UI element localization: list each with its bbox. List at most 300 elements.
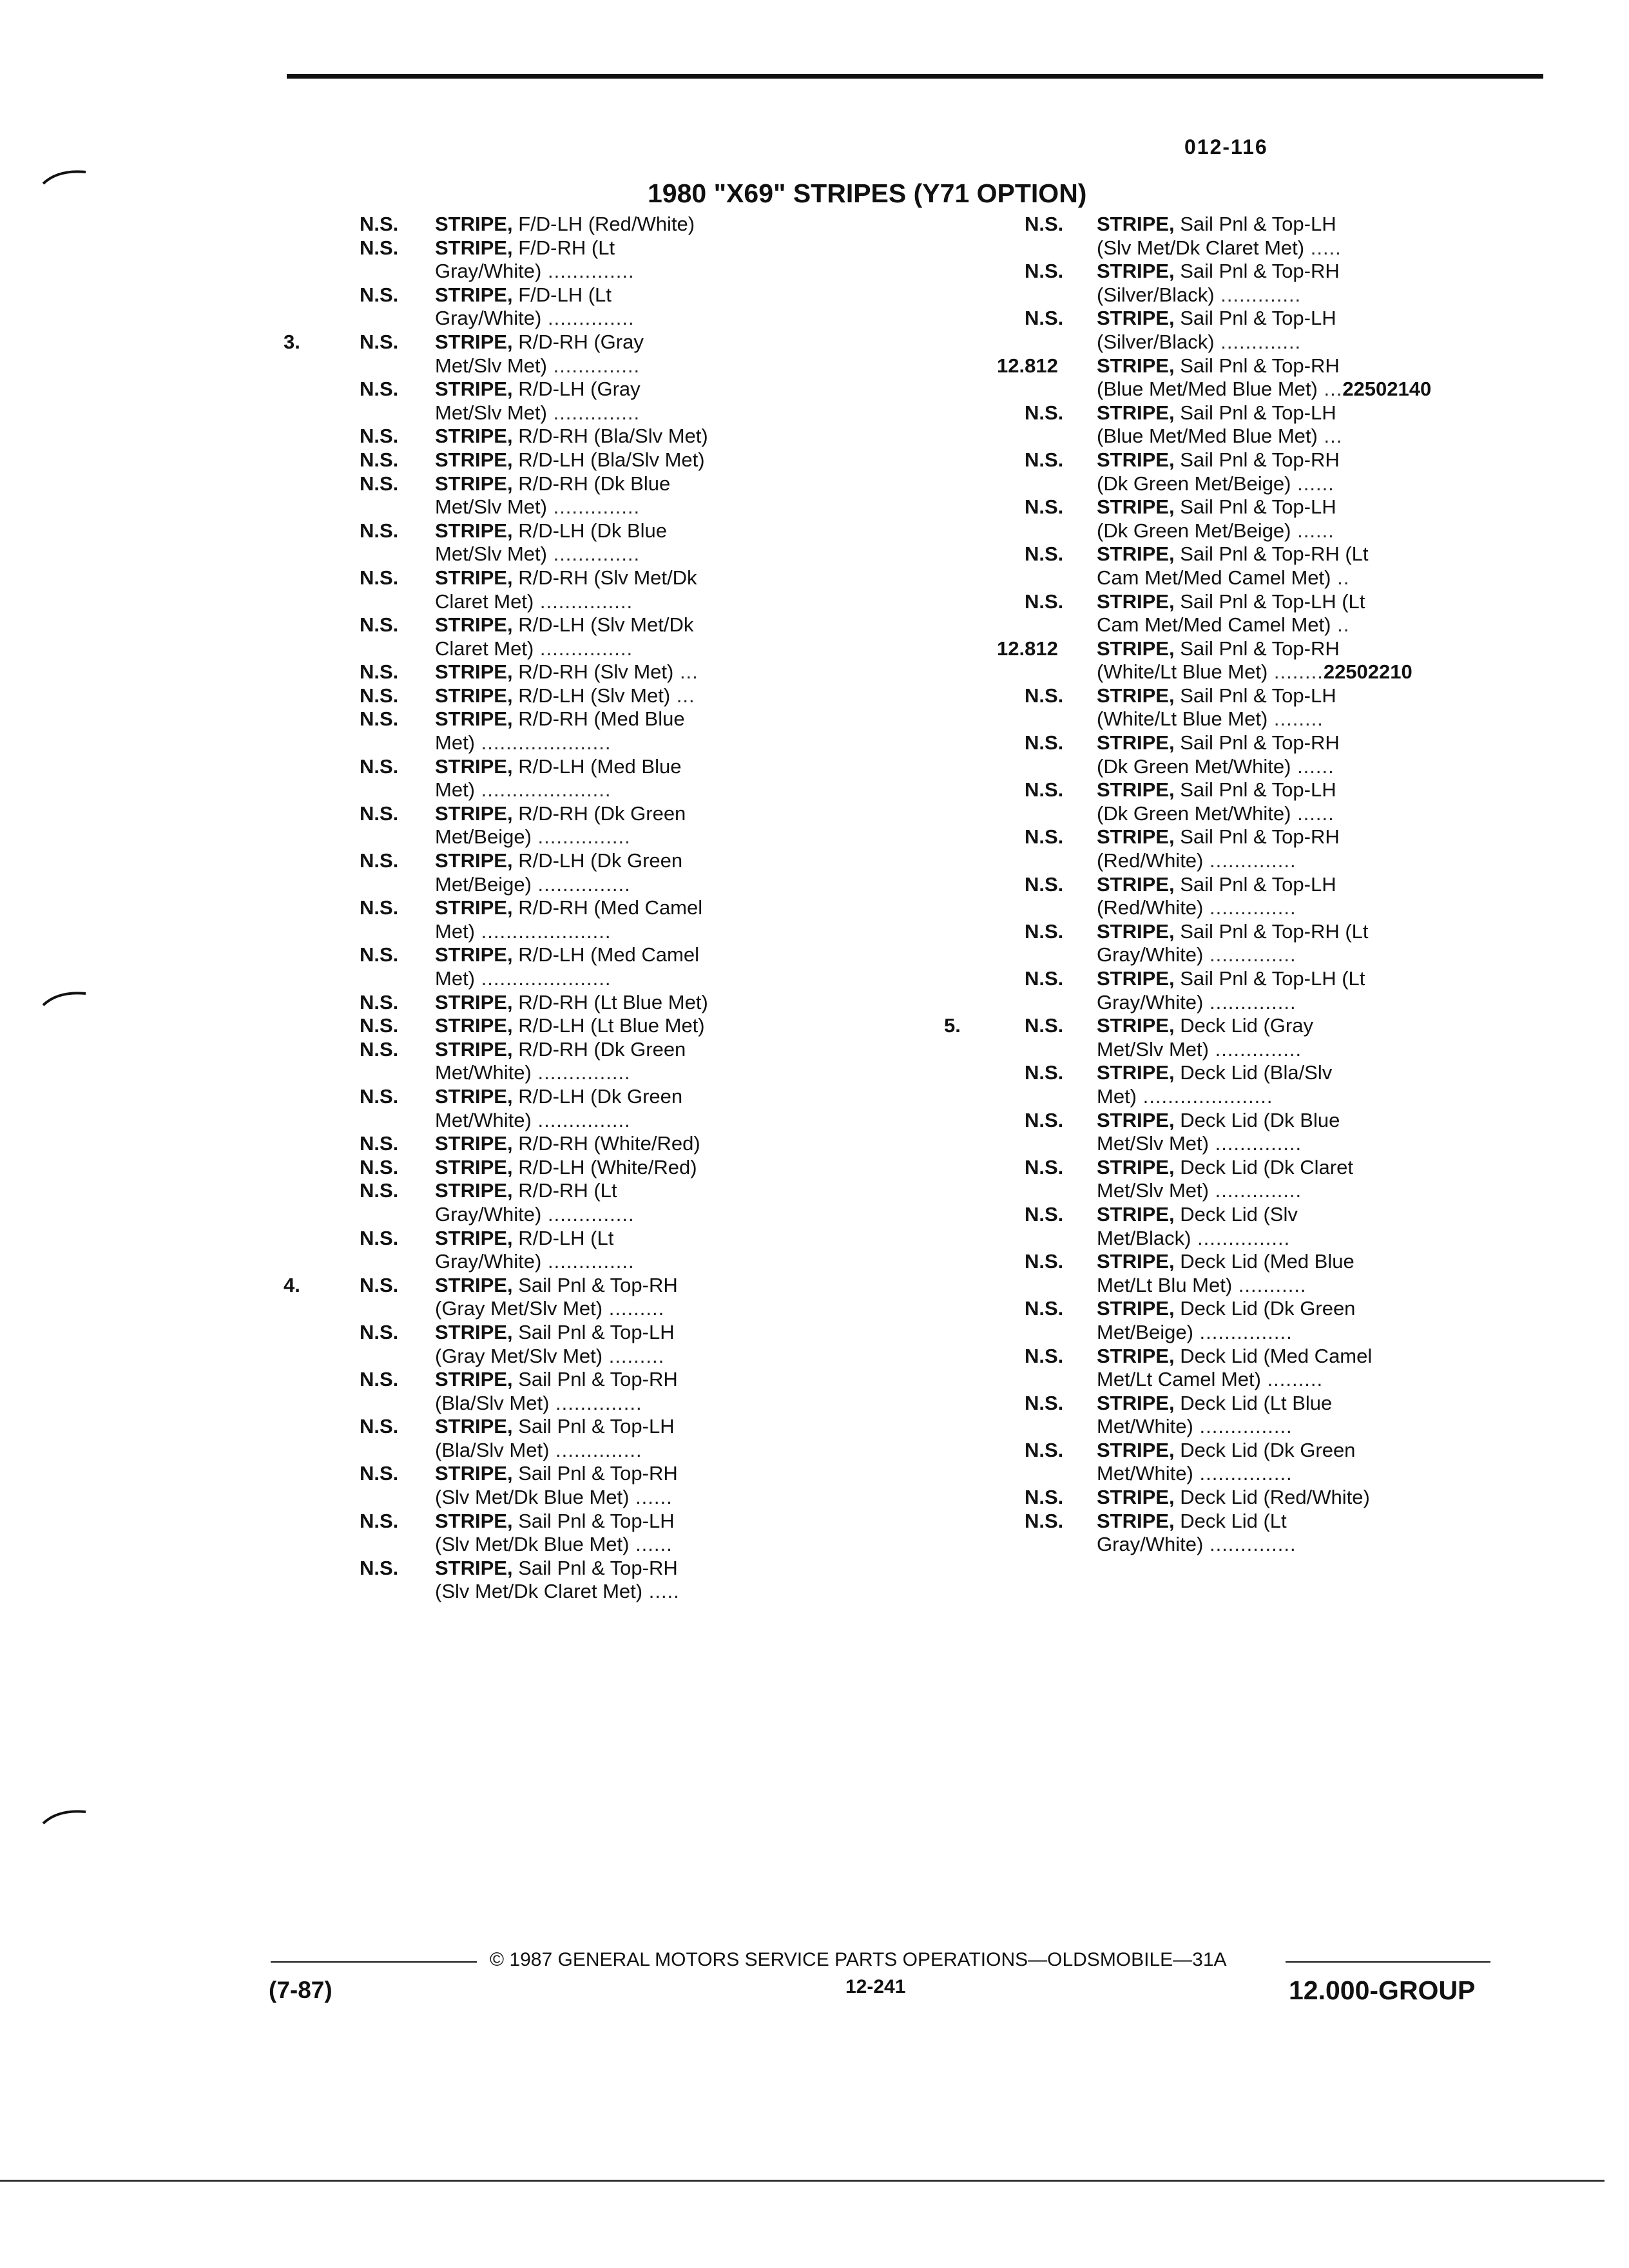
description-text: (Red/White) bbox=[1097, 896, 1204, 919]
description-line bbox=[435, 778, 828, 802]
description-text: Sail Pnl & Top-RH bbox=[1180, 825, 1340, 849]
illustration-ref: 3. bbox=[284, 330, 300, 353]
part-keyword: STRIPE, bbox=[435, 849, 513, 872]
description-text: (Gray Met/Slv Met) bbox=[435, 1344, 603, 1367]
part-number-ref: N.S. bbox=[1025, 825, 1064, 849]
description-text: Met) bbox=[435, 731, 475, 754]
leader-dots: .............. bbox=[1203, 1533, 1296, 1556]
part-description bbox=[1097, 920, 1629, 967]
leader-dots: .............. bbox=[1208, 1037, 1302, 1061]
part-keyword: STRIPE, bbox=[435, 1155, 513, 1178]
part-keyword: STRIPE, bbox=[1097, 260, 1175, 283]
description-line bbox=[435, 307, 828, 331]
part-description bbox=[1097, 1510, 1629, 1557]
description-text: Sail Pnl & Top-LH (Lt bbox=[1180, 967, 1365, 990]
description-line bbox=[1097, 1321, 1629, 1345]
leader-dots: ........ bbox=[1268, 660, 1324, 684]
illustration-ref: 4. bbox=[284, 1273, 300, 1296]
description-line bbox=[1097, 1179, 1629, 1203]
description-text: (White/Lt Blue Met) bbox=[1097, 660, 1268, 684]
description-line bbox=[1097, 307, 1629, 331]
description-text: Met/Slv Met) bbox=[435, 401, 547, 424]
parts-entry bbox=[944, 1156, 1629, 1203]
description-text: R/D-RH (White/Red) bbox=[518, 1132, 700, 1155]
description-line bbox=[435, 590, 828, 614]
part-keyword: STRIPE, bbox=[435, 684, 513, 707]
footer-right-rule bbox=[1286, 1961, 1490, 1963]
part-keyword: STRIPE, bbox=[1097, 1202, 1175, 1225]
leader-dots: ............... bbox=[1193, 1320, 1293, 1343]
parts-entry bbox=[944, 637, 1629, 684]
part-description bbox=[435, 613, 828, 660]
part-keyword: STRIPE, bbox=[435, 283, 513, 306]
part-description bbox=[1097, 731, 1629, 778]
description-text: (Slv Met/Dk Blue Met) bbox=[435, 1486, 630, 1509]
leader-dots: ...... bbox=[1291, 519, 1335, 542]
description-line bbox=[435, 1179, 828, 1203]
part-description bbox=[435, 1274, 828, 1321]
part-keyword: STRIPE, bbox=[435, 1179, 513, 1202]
parts-entry bbox=[944, 590, 1629, 637]
parts-entry bbox=[284, 378, 979, 425]
part-number-ref: N.S. bbox=[360, 1226, 399, 1249]
description-text: Sail Pnl & Top-LH bbox=[1180, 213, 1336, 235]
part-keyword: STRIPE, bbox=[1097, 354, 1175, 377]
part-number-ref: N.S. bbox=[1025, 1344, 1064, 1367]
description-text: (Silver/Black) bbox=[1097, 330, 1215, 353]
description-line bbox=[435, 354, 828, 378]
description-line bbox=[435, 1486, 828, 1510]
part-number-ref: N.S. bbox=[1025, 1509, 1064, 1532]
part-number-ref: N.S. bbox=[360, 754, 399, 778]
part-number-ref: N.S. bbox=[1025, 778, 1064, 802]
part-description bbox=[1097, 1486, 1629, 1510]
parts-entry bbox=[284, 213, 979, 236]
parts-entry bbox=[284, 1510, 979, 1557]
description-line bbox=[1097, 613, 1629, 637]
footer-revision-date: (7-87) bbox=[269, 1977, 333, 2003]
description-text: R/D-RH (Bla/Slv Met) bbox=[518, 425, 708, 448]
description-text: R/D-RH (Med Camel bbox=[518, 896, 703, 919]
part-number-ref: N.S. bbox=[1025, 1486, 1064, 1509]
description-text: Sail Pnl & Top-LH bbox=[1180, 495, 1336, 519]
description-line bbox=[1097, 401, 1629, 425]
part-keyword: STRIPE, bbox=[1097, 684, 1175, 707]
description-text: Sail Pnl & Top-RH bbox=[1180, 637, 1340, 660]
description-line bbox=[435, 378, 828, 401]
part-keyword: STRIPE, bbox=[1097, 872, 1175, 896]
part-keyword: STRIPE, bbox=[1097, 919, 1175, 943]
description-text: Deck Lid (Gray bbox=[1180, 1014, 1313, 1037]
description-line bbox=[435, 1345, 828, 1369]
parts-entry bbox=[944, 825, 1629, 872]
leader-dots: .............. bbox=[546, 495, 641, 519]
parts-entry bbox=[284, 849, 979, 896]
part-number-ref: N.S. bbox=[360, 896, 399, 919]
leader-dots: .............. bbox=[546, 354, 641, 377]
description-line bbox=[1097, 731, 1629, 755]
part-description bbox=[435, 425, 828, 448]
catalog-part-number: 22502210 bbox=[1323, 660, 1412, 684]
description-line bbox=[435, 637, 828, 661]
parts-entry bbox=[284, 1156, 979, 1180]
description-text: Claret Met) bbox=[435, 637, 534, 660]
description-line bbox=[1097, 1156, 1629, 1180]
part-keyword: STRIPE, bbox=[435, 1415, 513, 1438]
leader-dots: ... bbox=[670, 684, 695, 707]
description-line bbox=[1097, 472, 1629, 496]
part-number-ref: N.S. bbox=[360, 1132, 399, 1155]
description-text: Met/White) bbox=[1097, 1462, 1193, 1485]
description-line bbox=[435, 1156, 828, 1180]
description-line bbox=[1097, 1533, 1629, 1557]
description-line bbox=[435, 613, 828, 637]
part-number-ref: N.S. bbox=[1025, 1061, 1064, 1084]
part-description bbox=[435, 1156, 828, 1180]
description-text: Deck Lid (Slv bbox=[1180, 1202, 1298, 1225]
description-text: Met) bbox=[435, 967, 475, 990]
description-line bbox=[1097, 1415, 1629, 1439]
part-description bbox=[1097, 307, 1629, 354]
leader-dots: ..... bbox=[642, 1580, 680, 1603]
description-text: (Gray Met/Slv Met) bbox=[435, 1297, 603, 1320]
description-line bbox=[435, 1297, 828, 1321]
leader-dots: ......... bbox=[602, 1297, 665, 1320]
part-keyword: STRIPE, bbox=[1097, 1155, 1175, 1178]
parts-entry bbox=[944, 1109, 1629, 1156]
parts-entry bbox=[284, 1368, 979, 1415]
description-text: R/D-RH (Dk Blue bbox=[518, 472, 671, 495]
part-number-ref: N.S. bbox=[360, 425, 399, 448]
leader-dots: .. bbox=[1331, 613, 1350, 637]
description-text: Sail Pnl & Top-LH bbox=[1180, 401, 1336, 424]
leader-dots: .............. bbox=[541, 307, 635, 330]
description-line bbox=[435, 495, 828, 519]
part-number-ref: N.S. bbox=[360, 802, 399, 825]
parts-entry bbox=[284, 755, 979, 802]
parts-entry bbox=[944, 778, 1629, 825]
description-line bbox=[1097, 1061, 1629, 1085]
part-number-ref: N.S. bbox=[360, 378, 399, 401]
part-number-ref: N.S. bbox=[360, 1415, 399, 1438]
description-line bbox=[435, 849, 828, 873]
leader-dots: ............. bbox=[1214, 283, 1302, 306]
part-description bbox=[1097, 495, 1629, 543]
description-line bbox=[1097, 1368, 1629, 1392]
description-line bbox=[435, 1203, 828, 1227]
part-keyword: STRIPE, bbox=[1097, 1344, 1175, 1367]
leader-dots: ........... bbox=[1232, 1273, 1307, 1296]
description-text: Met/Beige) bbox=[435, 825, 532, 849]
part-description bbox=[435, 1038, 828, 1085]
description-text: Deck Lid (Lt bbox=[1180, 1509, 1287, 1532]
part-description bbox=[1097, 1392, 1629, 1439]
part-description bbox=[435, 331, 828, 378]
description-text: (Slv Met/Dk Claret Met) bbox=[435, 1580, 643, 1603]
description-line bbox=[435, 802, 828, 826]
parts-entry bbox=[944, 1392, 1629, 1439]
description-line bbox=[435, 943, 828, 967]
description-text: Deck Lid (Dk Claret bbox=[1180, 1155, 1353, 1178]
description-line bbox=[1097, 1227, 1629, 1251]
description-line bbox=[1097, 1203, 1629, 1227]
description-line bbox=[435, 707, 828, 731]
description-text: Met/White) bbox=[435, 1061, 532, 1084]
part-keyword: STRIPE, bbox=[435, 425, 513, 448]
part-description bbox=[1097, 1297, 1629, 1344]
part-keyword: STRIPE, bbox=[435, 896, 513, 919]
part-number-ref: N.S. bbox=[1025, 213, 1064, 235]
description-line bbox=[435, 967, 828, 991]
part-description bbox=[435, 566, 828, 613]
footer-left-rule bbox=[271, 1961, 477, 1963]
part-number-ref: N.S. bbox=[1025, 1014, 1064, 1037]
parts-entry bbox=[284, 1274, 979, 1321]
description-line bbox=[435, 1368, 828, 1392]
description-text: (Red/White) bbox=[1097, 849, 1204, 872]
description-line bbox=[435, 1321, 828, 1345]
leader-dots: .............. bbox=[546, 543, 641, 566]
part-description bbox=[435, 1321, 828, 1368]
description-text: R/D-RH (Gray bbox=[518, 330, 644, 353]
description-line bbox=[1097, 802, 1629, 826]
part-keyword: STRIPE, bbox=[1097, 1297, 1175, 1320]
part-keyword: STRIPE, bbox=[435, 472, 513, 495]
parts-entry bbox=[944, 731, 1629, 778]
part-description bbox=[1097, 590, 1629, 637]
description-line bbox=[1097, 707, 1629, 731]
description-line bbox=[435, 1580, 828, 1604]
description-line bbox=[435, 472, 828, 496]
description-line bbox=[1097, 1132, 1629, 1156]
parts-entry bbox=[284, 1557, 979, 1604]
leader-dots: .............. bbox=[546, 401, 641, 424]
part-number-ref: N.S. bbox=[360, 707, 399, 731]
part-keyword: STRIPE, bbox=[435, 213, 513, 235]
part-keyword: STRIPE, bbox=[1097, 448, 1175, 471]
description-line bbox=[435, 920, 828, 944]
description-text: (Slv Met/Dk Claret Met) bbox=[1097, 236, 1305, 259]
part-description bbox=[1097, 1109, 1629, 1156]
parts-entry bbox=[284, 660, 979, 684]
description-text: R/D-LH (Dk Blue bbox=[518, 519, 668, 542]
part-keyword: STRIPE, bbox=[435, 1226, 513, 1249]
leader-dots: ............... bbox=[531, 825, 631, 849]
part-keyword: STRIPE, bbox=[435, 1368, 513, 1391]
parts-entry bbox=[284, 1462, 979, 1509]
leader-dots: .............. bbox=[541, 1250, 635, 1273]
part-number-ref: N.S. bbox=[360, 613, 399, 637]
part-keyword: STRIPE, bbox=[1097, 1509, 1175, 1532]
description-line bbox=[435, 284, 828, 307]
part-keyword: STRIPE, bbox=[435, 754, 513, 778]
description-text: Sail Pnl & Top-LH bbox=[518, 1320, 675, 1343]
part-number-ref: N.S. bbox=[1025, 495, 1064, 519]
description-text: R/D-LH (Med Blue bbox=[518, 754, 682, 778]
part-keyword: STRIPE, bbox=[1097, 731, 1175, 754]
leader-dots: ............... bbox=[531, 1108, 631, 1131]
description-text: Gray/White) bbox=[435, 1202, 542, 1225]
description-line bbox=[435, 519, 828, 543]
part-number-ref: N.S. bbox=[360, 566, 399, 589]
parts-entry bbox=[284, 1321, 979, 1368]
part-number-ref: N.S. bbox=[360, 330, 399, 353]
parts-entry bbox=[284, 1014, 979, 1038]
part-keyword: STRIPE, bbox=[1097, 1438, 1175, 1461]
description-text: Sail Pnl & Top-RH bbox=[518, 1462, 678, 1485]
part-description bbox=[435, 1179, 828, 1226]
part-number-ref: N.S. bbox=[360, 1084, 399, 1108]
part-number-ref: N.S. bbox=[1025, 1438, 1064, 1461]
description-text: R/D-LH (Slv Met/Dk bbox=[518, 613, 694, 637]
description-text: R/D-RH (Dk Green bbox=[518, 802, 686, 825]
description-text: Met) bbox=[1097, 1084, 1137, 1108]
part-description bbox=[435, 755, 828, 802]
binder-hole-mark-middle bbox=[42, 986, 87, 1009]
description-text: Gray/White) bbox=[1097, 943, 1204, 966]
description-line bbox=[435, 401, 828, 425]
parts-entry bbox=[284, 284, 979, 331]
parts-entry bbox=[284, 236, 979, 284]
parts-entry bbox=[284, 943, 979, 990]
description-text: Cam Met/Med Camel Met) bbox=[1097, 613, 1331, 637]
description-line bbox=[1097, 1462, 1629, 1486]
description-text: (Blue Met/Med Blue Met) bbox=[1097, 378, 1318, 401]
part-keyword: STRIPE, bbox=[435, 1273, 513, 1296]
part-description bbox=[1097, 873, 1629, 920]
leader-dots: ..................... bbox=[475, 967, 612, 990]
description-text: R/D-LH (White/Red) bbox=[518, 1155, 697, 1178]
part-keyword: STRIPE, bbox=[435, 236, 513, 259]
part-description bbox=[1097, 401, 1629, 448]
description-line bbox=[1097, 660, 1629, 684]
description-text: Sail Pnl & Top-LH (Lt bbox=[1180, 590, 1365, 613]
part-keyword: STRIPE, bbox=[1097, 1108, 1175, 1131]
description-line bbox=[1097, 920, 1629, 944]
part-number-ref: N.S. bbox=[360, 660, 399, 684]
part-number-ref: 12.812 bbox=[997, 637, 1058, 660]
leader-dots: ........ bbox=[1268, 707, 1324, 731]
part-description bbox=[435, 519, 828, 566]
part-keyword: STRIPE, bbox=[435, 448, 513, 471]
top-rule bbox=[287, 74, 1543, 79]
leader-dots: .............. bbox=[1208, 1179, 1302, 1202]
part-description bbox=[435, 849, 828, 896]
description-text: Sail Pnl & Top-RH bbox=[1180, 354, 1340, 377]
part-keyword: STRIPE, bbox=[435, 1084, 513, 1108]
part-description bbox=[1097, 778, 1629, 825]
part-number-ref: N.S. bbox=[360, 1037, 399, 1061]
description-line bbox=[435, 1250, 828, 1274]
part-keyword: STRIPE, bbox=[1097, 1061, 1175, 1084]
description-line bbox=[1097, 637, 1629, 661]
part-description bbox=[435, 684, 828, 708]
parts-entry bbox=[284, 1415, 979, 1462]
part-description bbox=[1097, 543, 1629, 590]
parts-entry bbox=[944, 1439, 1629, 1486]
part-number-ref: N.S. bbox=[360, 990, 399, 1014]
part-number-ref: N.S. bbox=[1025, 1108, 1064, 1131]
footer-copyright: © 1987 GENERAL MOTORS SERVICE PARTS OPERATIONS—OLDSMOBILE—31A bbox=[490, 1949, 1227, 1970]
leader-dots: ............... bbox=[1193, 1415, 1293, 1438]
description-text: (Dk Green Met/White) bbox=[1097, 754, 1291, 778]
parts-entry bbox=[944, 1297, 1629, 1344]
part-description bbox=[1097, 684, 1629, 731]
catalog-part-number: 22502140 bbox=[1342, 378, 1432, 401]
parts-entry bbox=[944, 967, 1629, 1014]
description-line bbox=[1097, 896, 1629, 920]
description-text: Cam Met/Med Camel Met) bbox=[1097, 566, 1331, 589]
part-keyword: STRIPE, bbox=[435, 707, 513, 731]
description-line bbox=[435, 1439, 828, 1463]
part-keyword: STRIPE, bbox=[435, 1132, 513, 1155]
description-text: R/D-RH (Lt bbox=[518, 1179, 617, 1202]
parts-entry bbox=[284, 1227, 979, 1274]
part-description bbox=[435, 448, 828, 472]
parts-entry bbox=[944, 448, 1629, 495]
part-number-ref: N.S. bbox=[1025, 872, 1064, 896]
parts-entry bbox=[284, 448, 979, 472]
description-line bbox=[1097, 495, 1629, 519]
description-text: Sail Pnl & Top-LH bbox=[1180, 778, 1336, 802]
description-text: R/D-LH (Dk Green bbox=[518, 849, 683, 872]
part-number-ref: N.S. bbox=[1025, 967, 1064, 990]
description-text: Claret Met) bbox=[435, 590, 534, 613]
description-line bbox=[1097, 1014, 1629, 1038]
part-keyword: STRIPE, bbox=[435, 943, 513, 966]
leader-dots: ............... bbox=[534, 637, 633, 660]
parts-entry bbox=[284, 566, 979, 613]
description-text: Met/Lt Blu Met) bbox=[1097, 1273, 1233, 1296]
part-keyword: STRIPE, bbox=[435, 519, 513, 542]
part-description bbox=[1097, 1156, 1629, 1203]
description-text: Met/Slv Met) bbox=[435, 354, 547, 377]
parts-entry bbox=[944, 495, 1629, 543]
description-text: Deck Lid (Bla/Slv bbox=[1180, 1061, 1333, 1084]
parts-entry bbox=[284, 707, 979, 754]
description-text: R/D-RH (Dk Green bbox=[518, 1037, 686, 1061]
right-parts-column bbox=[944, 213, 1629, 1557]
description-line bbox=[1097, 260, 1629, 284]
description-line bbox=[435, 566, 828, 590]
part-description bbox=[435, 1415, 828, 1462]
description-line bbox=[435, 1109, 828, 1133]
description-text: Deck Lid (Red/White) bbox=[1180, 1486, 1370, 1509]
part-description bbox=[1097, 825, 1629, 872]
part-number-ref: N.S. bbox=[1025, 1297, 1064, 1320]
leader-dots: .............. bbox=[1208, 1132, 1302, 1155]
description-line bbox=[1097, 1109, 1629, 1133]
part-keyword: STRIPE, bbox=[435, 330, 513, 353]
part-keyword: STRIPE, bbox=[435, 1509, 513, 1532]
description-text: Met/Lt Camel Met) bbox=[1097, 1368, 1261, 1391]
part-number-ref: N.S. bbox=[1025, 1202, 1064, 1225]
part-number-ref: N.S. bbox=[1025, 448, 1064, 471]
part-number-ref: N.S. bbox=[360, 684, 399, 707]
parts-entry bbox=[944, 213, 1629, 260]
part-keyword: STRIPE, bbox=[1097, 825, 1175, 849]
description-line bbox=[1097, 448, 1629, 472]
part-description bbox=[1097, 1203, 1629, 1250]
description-line bbox=[435, 1392, 828, 1416]
parts-entry bbox=[944, 354, 1629, 401]
part-description bbox=[1097, 213, 1629, 260]
leader-dots: ...... bbox=[629, 1533, 673, 1556]
description-text: Sail Pnl & Top-RH bbox=[518, 1368, 678, 1391]
leader-dots: ..................... bbox=[475, 731, 612, 754]
description-line bbox=[1097, 1486, 1629, 1510]
description-line bbox=[1097, 543, 1629, 566]
